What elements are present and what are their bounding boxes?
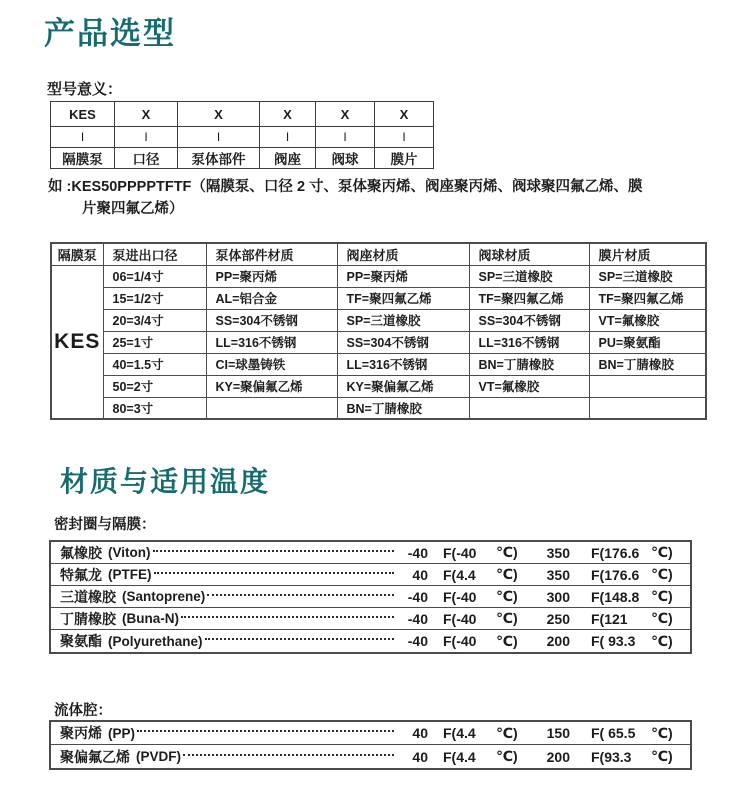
- selection-cell: TF=聚四氟乙烯: [589, 287, 706, 309]
- selection-cell: AL=铝合金: [206, 287, 337, 309]
- model-code-cell: X: [260, 102, 316, 127]
- selection-cell: [589, 375, 706, 397]
- model-name-cell: 隔膜泵: [51, 148, 115, 169]
- model-code-cell: X: [375, 102, 434, 127]
- temperature-row: [51, 745, 690, 768]
- temp-en: (Polyurethane): [108, 633, 203, 649]
- temp-max-f: 350: [546, 544, 570, 561]
- model-pipe-cell: I: [316, 127, 375, 148]
- temp-max-f: 150: [546, 725, 570, 741]
- model-pipe-cell: I: [375, 127, 434, 148]
- selection-header-cell: 泵体部件材质: [206, 243, 337, 265]
- model-meaning-label: 型号意义：: [47, 81, 123, 98]
- dotted-leader: [154, 572, 395, 574]
- selection-cell: SP=三道橡胶: [337, 309, 469, 331]
- model-example-line1: 如 :KES50PPPPTFTF（隔膜泵、口径 2 寸、泵体聚丙烯、阀座聚丙烯、阀球聚四氟乙烯、膜: [48, 179, 643, 195]
- temp-min-u: ℃): [496, 566, 518, 582]
- temp-max-c: F(148.8: [591, 588, 640, 605]
- temp-cn: 三道橡胶: [60, 588, 116, 605]
- selection-header-cell: 膜片材质: [589, 243, 706, 265]
- section-title-materials-temperature: 材质与适用温度: [60, 466, 271, 497]
- selection-cell: SS=304不锈钢: [337, 331, 469, 353]
- temp-max-u: ℃): [651, 610, 673, 626]
- temp-cn: 聚氨酯: [60, 633, 102, 649]
- seals-diaphragm-label: 密封圈与隔膜：: [54, 517, 156, 533]
- temp-min-u: ℃): [496, 748, 518, 764]
- temp-min-u: ℃): [496, 544, 518, 560]
- temp-max-u: ℃): [651, 566, 673, 582]
- temp-min-f: 40: [412, 748, 428, 765]
- selection-row: [51, 375, 706, 397]
- dotted-leader: [205, 638, 394, 640]
- temp-max-f: 200: [546, 633, 570, 649]
- page-title: 产品选型: [44, 16, 176, 51]
- selection-header-row: [51, 243, 706, 265]
- selection-header-cell: 阀球材质: [469, 243, 589, 265]
- temp-min-c: F(-40: [443, 610, 477, 627]
- model-name-row: [51, 148, 434, 169]
- model-code-cell: KES: [51, 102, 115, 127]
- temp-min-f: 40: [412, 566, 428, 583]
- temp-max-u: ℃): [651, 724, 673, 741]
- temp-min-c: F(-40: [443, 633, 477, 649]
- selection-cell: 06=1/4寸: [103, 265, 206, 287]
- temperature-row: [51, 630, 690, 652]
- selection-cell: [469, 397, 589, 419]
- temp-min-f: -40: [407, 588, 428, 605]
- temp-max-c: F( 93.3: [591, 633, 636, 649]
- fluid-chamber-label: 流体腔：: [54, 703, 112, 719]
- temp-max-c: F(176.6: [591, 566, 640, 583]
- model-name-cell: 泵体部件: [178, 148, 260, 169]
- selection-header-cell: 阀座材质: [337, 243, 469, 265]
- selection-cell: [206, 397, 337, 419]
- selection-cell: [589, 397, 706, 419]
- selection-header-cell: 泵进出口径: [103, 243, 206, 265]
- selection-row: [51, 353, 706, 375]
- temp-max-u: ℃): [651, 748, 673, 764]
- temperature-row: [51, 722, 690, 745]
- temp-max-c: F(176.6: [591, 544, 640, 561]
- temp-cn: 聚偏氟乙烯: [60, 748, 130, 765]
- temp-min-c: F(4.4: [443, 725, 476, 741]
- selection-row: [51, 397, 706, 419]
- selection-cell: 40=1.5寸: [103, 353, 206, 375]
- temp-min-u: ℃): [496, 610, 518, 626]
- selection-cell: SS=304不锈钢: [206, 309, 337, 331]
- selection-cell: BN=丁腈橡胶: [589, 353, 706, 375]
- temp-min-f: 40: [412, 725, 428, 741]
- model-pipe-cell: I: [260, 127, 316, 148]
- model-meaning-table: [50, 101, 434, 169]
- selection-cell: TF=聚四氟乙烯: [469, 287, 589, 309]
- model-code-cell: X: [115, 102, 178, 127]
- selection-cell: 25=1寸: [103, 331, 206, 353]
- selection-cell: SP=三道橡胶: [589, 265, 706, 287]
- dotted-leader: [153, 550, 395, 552]
- temp-max-f: 200: [546, 748, 570, 765]
- model-example-text: [48, 176, 708, 220]
- temp-min-u: ℃): [496, 724, 518, 741]
- fluid-temperature-table: [49, 720, 692, 770]
- selection-cell: PP=聚丙烯: [337, 265, 469, 287]
- seals-temperature-table: [49, 540, 692, 654]
- temp-en: (PTFE): [108, 567, 152, 582]
- selection-cell: VT=氟橡胶: [589, 309, 706, 331]
- selection-cell: 80=3寸: [103, 397, 206, 419]
- model-pipe-cell: I: [178, 127, 260, 148]
- selection-cell: PP=聚丙烯: [206, 265, 337, 287]
- selection-row: [51, 287, 706, 309]
- temp-en: (Santoprene): [122, 589, 206, 604]
- series-code-cell: KES: [51, 265, 103, 419]
- selection-cell: LL=316不锈钢: [469, 331, 589, 353]
- temp-max-c: F( 65.5: [591, 725, 636, 741]
- temp-max-c: F(93.3: [591, 748, 632, 765]
- selection-cell: VT=氟橡胶: [469, 375, 589, 397]
- model-name-cell: 口径: [115, 148, 178, 169]
- temp-min-c: F(-40: [443, 544, 477, 561]
- temp-max-u: ℃): [651, 588, 673, 604]
- temp-max-c: F(121: [591, 610, 628, 627]
- selection-cell: 15=1/2寸: [103, 287, 206, 309]
- dotted-leader: [137, 730, 394, 732]
- selection-cell: LL=316不锈钢: [206, 331, 337, 353]
- selection-cell: LL=316不锈钢: [337, 353, 469, 375]
- model-pipe-cell: I: [51, 127, 115, 148]
- temp-min-c: F(4.4: [443, 748, 476, 765]
- temp-cn: 聚丙烯: [60, 725, 102, 741]
- temp-min-f: -40: [407, 633, 428, 649]
- selection-row: [51, 331, 706, 353]
- selection-cell: PU=聚氨酯: [589, 331, 706, 353]
- selection-table: [50, 242, 707, 420]
- temp-cn: 丁腈橡胶: [60, 610, 116, 627]
- selection-header-cell: 隔膜泵: [51, 243, 103, 265]
- temp-en: (PP): [108, 725, 135, 741]
- temp-min-c: F(-40: [443, 588, 477, 605]
- selection-cell: CI=球墨铸铁: [206, 353, 337, 375]
- dotted-leader: [207, 594, 394, 596]
- temp-min-f: -40: [407, 610, 428, 627]
- temp-en: (PVDF): [136, 749, 181, 764]
- dotted-leader: [183, 754, 394, 756]
- selection-cell: SS=304不锈钢: [469, 309, 589, 331]
- model-code-cell: X: [316, 102, 375, 127]
- model-name-cell: 膜片: [375, 148, 434, 169]
- temp-en: (Viton): [108, 545, 151, 560]
- temp-max-u: ℃): [651, 632, 673, 649]
- dotted-leader: [181, 616, 394, 618]
- selection-cell: BN=丁腈橡胶: [337, 397, 469, 419]
- temp-min-u: ℃): [496, 588, 518, 604]
- temp-max-f: 350: [546, 566, 570, 583]
- temp-en: (Buna-N): [122, 611, 179, 626]
- temperature-row: [51, 542, 690, 564]
- temp-max-f: 250: [546, 610, 570, 627]
- temperature-row: [51, 564, 690, 586]
- temp-min-u: ℃): [496, 632, 518, 649]
- selection-cell: KY=聚偏氟乙烯: [337, 375, 469, 397]
- temp-max-u: ℃): [651, 544, 673, 560]
- temp-cn: 特氟龙: [60, 566, 102, 583]
- model-example-line2: 片聚四氟乙烯）: [82, 201, 184, 217]
- model-name-cell: 阀球: [316, 148, 375, 169]
- model-pipe-row: [51, 127, 434, 148]
- temperature-row: [51, 586, 690, 608]
- temp-min-f: -40: [407, 544, 428, 561]
- model-pipe-cell: I: [115, 127, 178, 148]
- selection-cell: TF=聚四氟乙烯: [337, 287, 469, 309]
- temperature-row: [51, 608, 690, 630]
- model-name-cell: 阀座: [260, 148, 316, 169]
- temp-min-c: F(4.4: [443, 566, 476, 583]
- selection-cell: SP=三道橡胶: [469, 265, 589, 287]
- selection-cell: KY=聚偏氟乙烯: [206, 375, 337, 397]
- model-code-cell: X: [178, 102, 260, 127]
- temp-cn: 氟橡胶: [60, 544, 102, 561]
- selection-row: [51, 265, 706, 287]
- selection-cell: 20=3/4寸: [103, 309, 206, 331]
- temp-max-f: 300: [546, 588, 570, 605]
- model-code-row: [51, 102, 434, 127]
- selection-cell: 50=2寸: [103, 375, 206, 397]
- selection-row: [51, 309, 706, 331]
- selection-cell: BN=丁腈橡胶: [469, 353, 589, 375]
